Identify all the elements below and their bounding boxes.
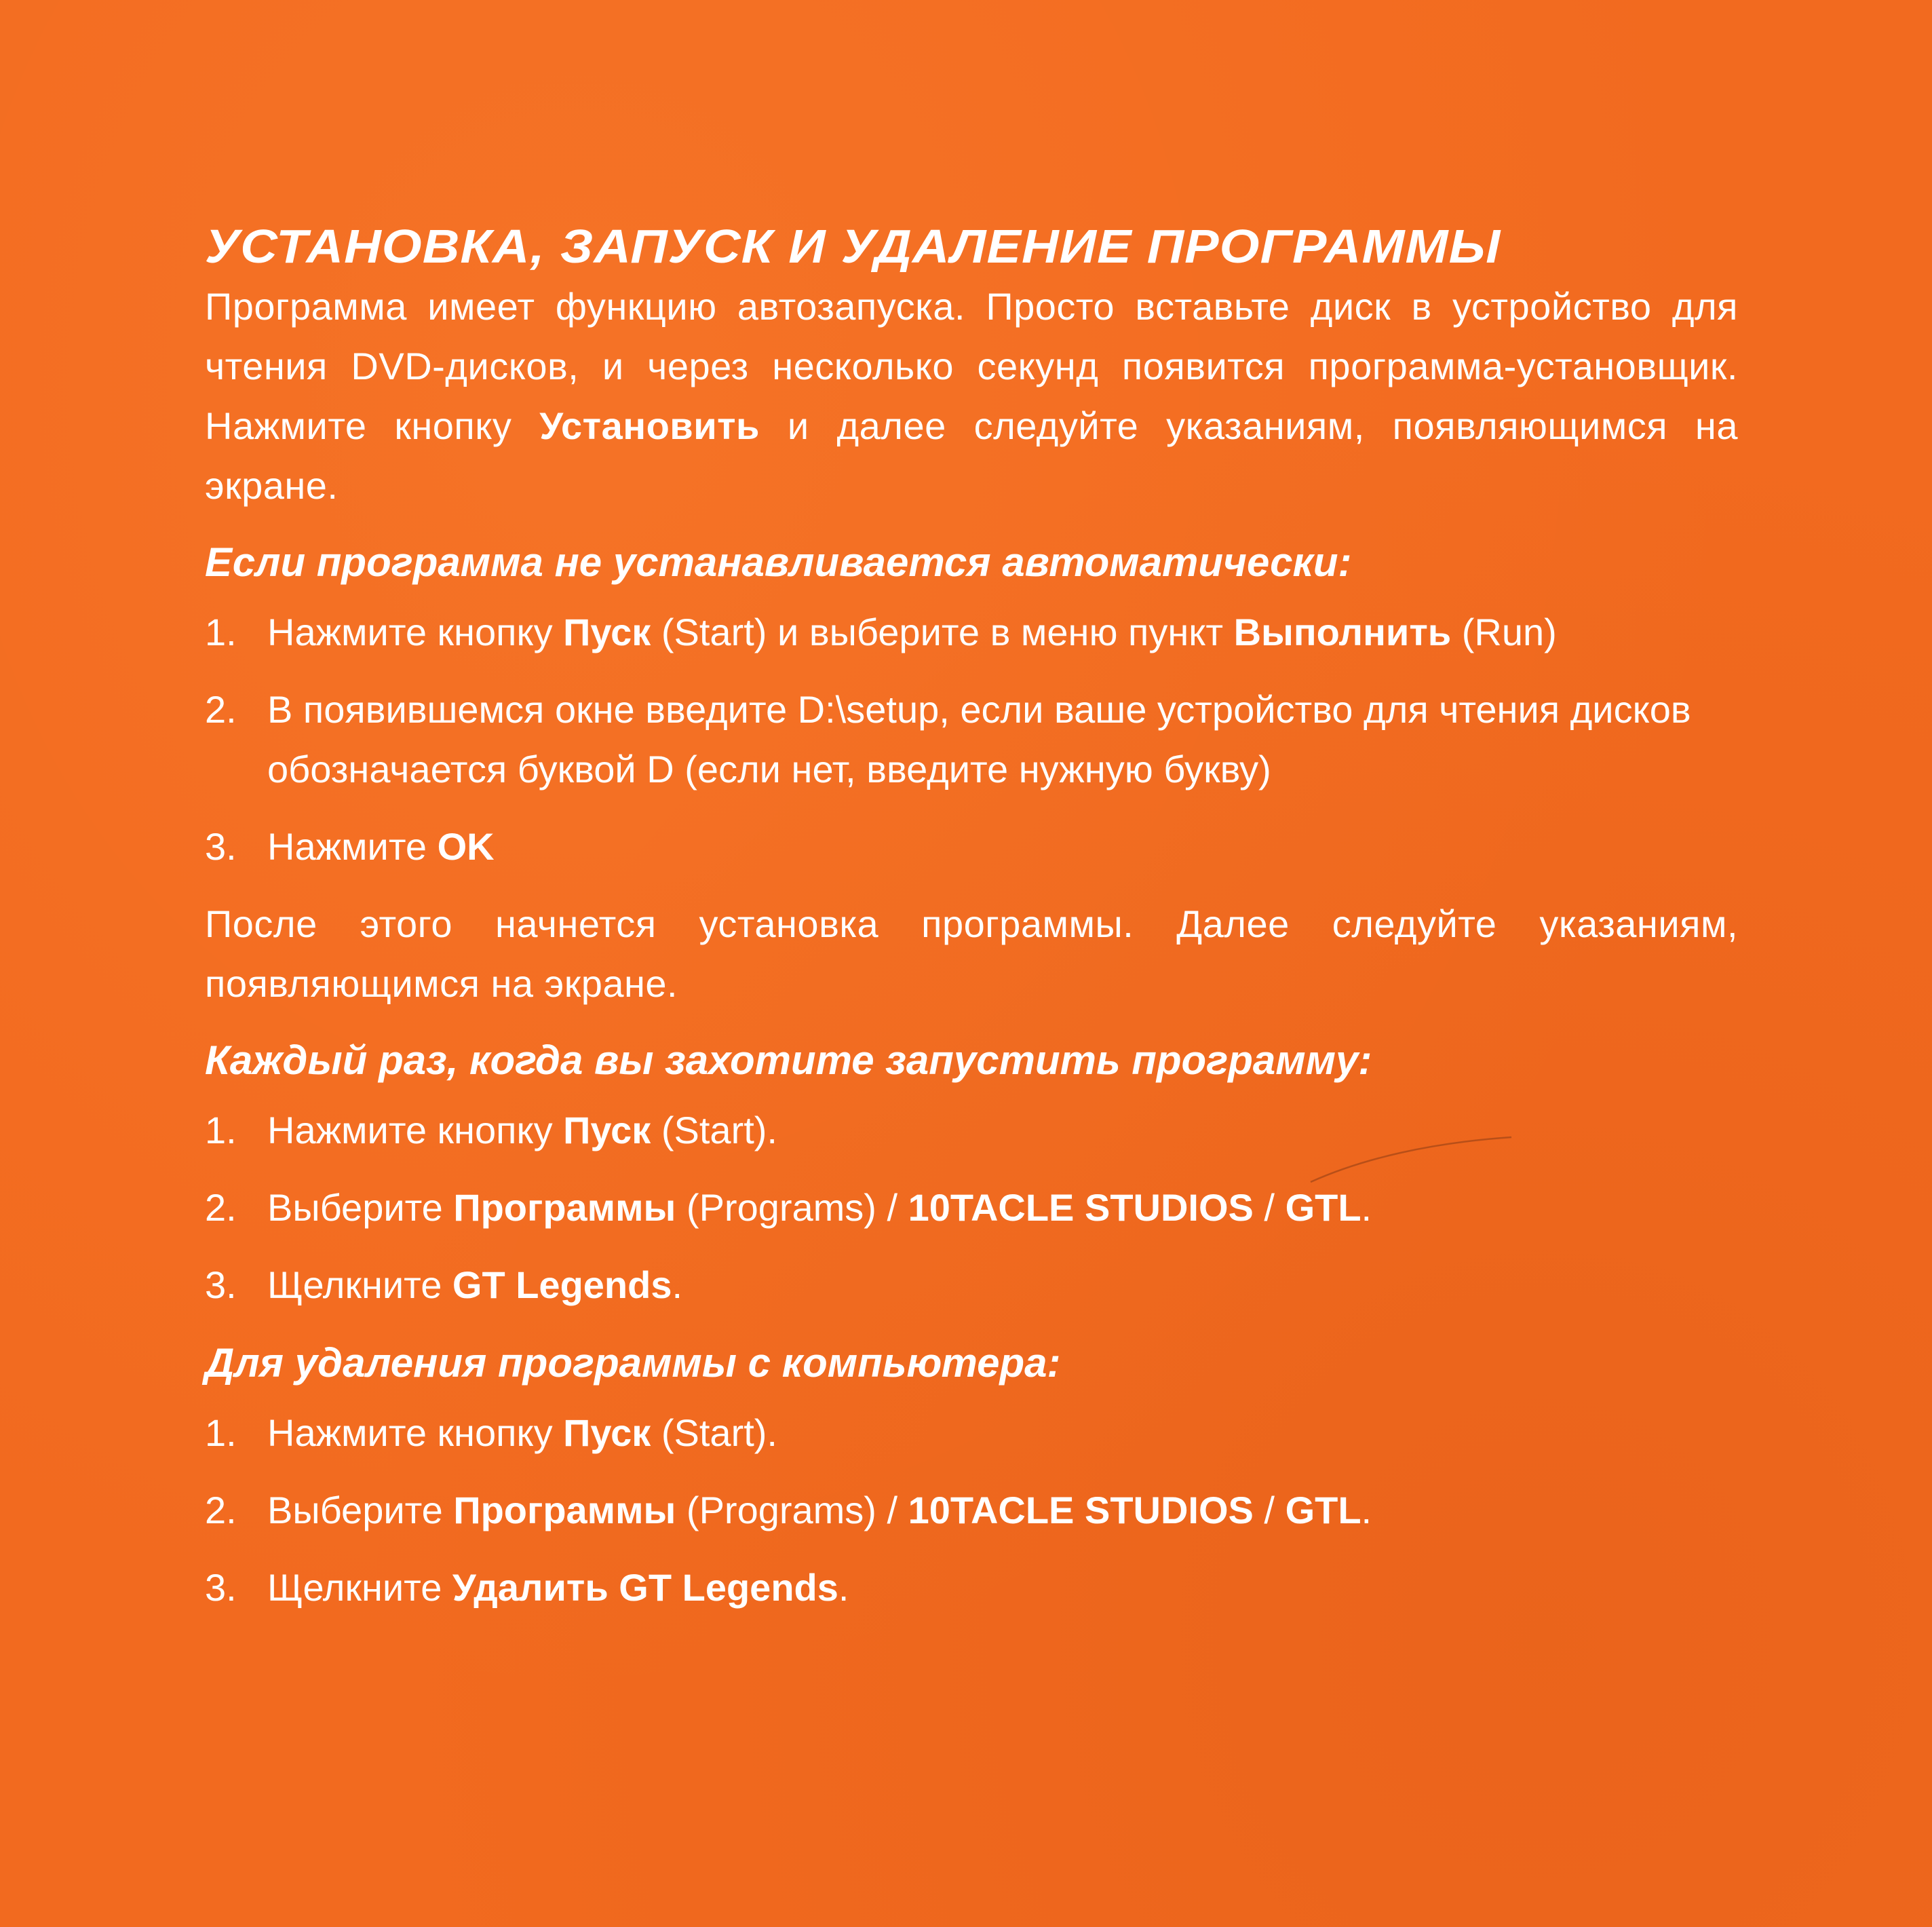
ok-button-label: OK (437, 825, 495, 868)
step-text: Щелкните (267, 1263, 452, 1306)
step-text: Щелкните (267, 1566, 452, 1609)
step-text: Нажмите кнопку (267, 1411, 564, 1454)
programs-menu-label: Программы (453, 1186, 676, 1229)
launch-step-3 (205, 1255, 1760, 1315)
step-text: (Start) и выберите в меню пункт (651, 611, 1234, 653)
step-text: . (672, 1263, 683, 1306)
pen-stroke-mark (1309, 1134, 1513, 1189)
step-text: / (1253, 1186, 1286, 1229)
manual-step-3 (205, 817, 1760, 877)
uninstall-step-2 (205, 1481, 1760, 1540)
step-number: 2. (205, 688, 237, 731)
launch-steps (205, 1101, 1752, 1315)
step-text: / (1253, 1489, 1286, 1531)
gt-legends-shortcut-label: GT Legends (452, 1263, 672, 1306)
launch-step-1 (205, 1101, 1760, 1160)
page-title: УСТАНОВКА, ЗАПУСК И УДАЛЕНИЕ ПРОГРАММЫ (205, 220, 1501, 273)
run-menu-label: Выполнить (1233, 611, 1452, 653)
gtl-folder-label: GTL (1285, 1186, 1361, 1229)
manual-step-1 (205, 603, 1760, 662)
step-text: В появившемся окне введите D:\setup, если ваше устройство для чтения дисков обозначается буквой D (если нет, введите нужную букву) (267, 688, 1691, 790)
step-number: 1. (205, 1411, 237, 1454)
uninstall-steps (205, 1403, 1752, 1618)
step-text: Нажмите (267, 825, 438, 868)
uninstall-heading: Для удаления программы с компьютера: (205, 1340, 1061, 1386)
after-install-paragraph: После этого начнется установка программы. Далее следуйте указаниям, появляющимся на экране. (205, 902, 1738, 1005)
intro-paragraph (205, 277, 1738, 516)
step-text: Нажмите кнопку (267, 611, 564, 653)
step-text: . (838, 1566, 849, 1609)
start-menu-label: Пуск (563, 1109, 651, 1151)
step-number: 3. (205, 825, 237, 868)
step-text: . (1361, 1489, 1372, 1531)
step-text: Выберите (267, 1489, 454, 1531)
intro-text-1: Программа имеет функцию автозапуска. Просто вставьте диск в устройство для чтения DVD-дисков, и через несколько секунд появится программа-установщик. Нажмите кнопку (205, 285, 1738, 447)
studio-folder-label: 10TACLE STUDIOS (908, 1186, 1254, 1229)
step-text: (Run) (1451, 611, 1557, 653)
step-number: 1. (205, 1109, 237, 1151)
launch-heading: Каждый раз, когда вы захотите запустить программу: (205, 1037, 1372, 1083)
start-menu-label: Пуск (563, 611, 651, 653)
step-number: 3. (205, 1566, 237, 1609)
step-number: 1. (205, 611, 237, 653)
uninstall-step-3 (205, 1558, 1760, 1618)
step-text: (Start). (651, 1109, 777, 1151)
step-number: 2. (205, 1489, 237, 1531)
step-text: (Programs) / (676, 1186, 908, 1229)
gtl-folder-label: GTL (1285, 1489, 1361, 1531)
step-text: Выберите (267, 1186, 454, 1229)
start-menu-label: Пуск (563, 1411, 651, 1454)
launch-step-2 (205, 1178, 1760, 1238)
step-text: Нажмите кнопку (267, 1109, 564, 1151)
step-text: (Programs) / (676, 1489, 908, 1531)
step-text: . (1361, 1186, 1372, 1229)
step-number: 2. (205, 1186, 237, 1229)
intro-text-2: и далее следуйте указаниям, появляющимся на экране. (205, 404, 1738, 507)
manual-install-steps (205, 603, 1752, 877)
uninstall-shortcut-label: Удалить GT Legends (452, 1566, 838, 1609)
step-number: 3. (205, 1263, 237, 1306)
step-text: (Start). (651, 1411, 777, 1454)
manual-step-2 (205, 680, 1760, 799)
manual-install-heading: Если программа не устанавливается автоматически: (205, 539, 1352, 585)
instructions-content (205, 216, 1752, 1635)
studio-folder-label: 10TACLE STUDIOS (908, 1489, 1254, 1531)
programs-menu-label: Программы (453, 1489, 676, 1531)
uninstall-step-1 (205, 1403, 1760, 1463)
install-button-label: Установить (539, 404, 760, 447)
